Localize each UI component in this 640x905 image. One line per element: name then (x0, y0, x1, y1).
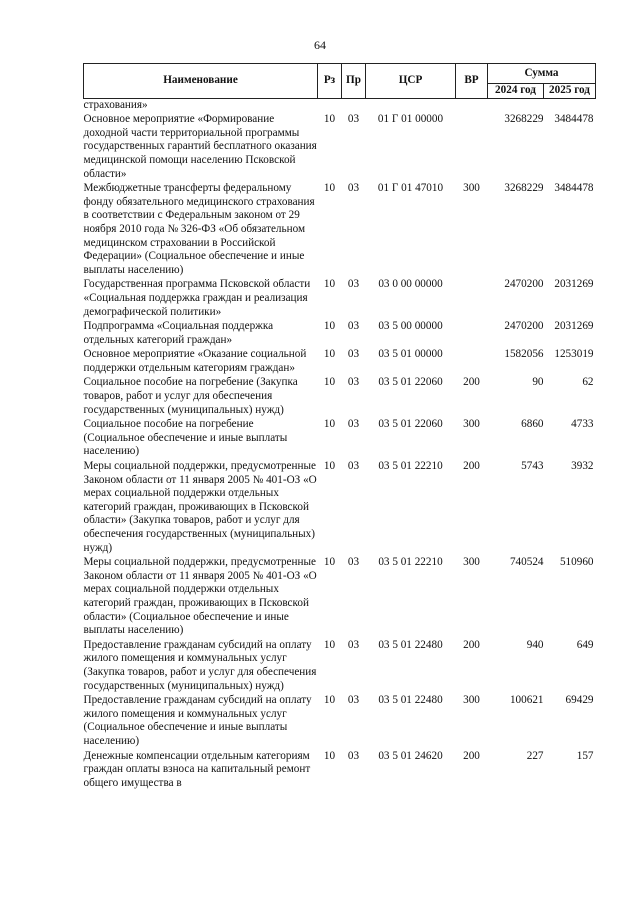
row-sum-2025: 649 (576, 638, 594, 651)
row-csr: 03 5 01 24620 (378, 749, 443, 762)
header-pr: Пр (342, 64, 366, 99)
budget-table (83, 63, 596, 791)
row-rz: 10 (323, 556, 336, 569)
row-name: страхования» (83, 98, 148, 111)
page-number: 64 (314, 38, 326, 52)
row-pr: 03 (347, 348, 360, 361)
row-name: Социальное пособие на погребение (Закупка товаров, работ и услуг для обеспечения государственных (муниципальных) нужд) (83, 376, 298, 416)
row-rz: 10 (323, 418, 336, 431)
table-header (84, 64, 596, 99)
row-vr: 300 (463, 556, 480, 569)
row-sum-2025: 510960 (559, 556, 594, 569)
row-pr: 03 (347, 694, 360, 707)
row-vr: 300 (463, 418, 480, 431)
row-sum-2025: 2031269 (554, 278, 594, 291)
row-pr: 03 (347, 749, 360, 762)
row-csr: 03 5 01 22060 (378, 376, 443, 389)
table-row (84, 418, 596, 460)
row-rz: 10 (323, 182, 336, 195)
table-row (84, 113, 596, 182)
row-sum-2024: 2470200 (504, 320, 544, 333)
header-rz: Рз (318, 64, 342, 99)
row-name: Меры социальной поддержки, предусмотренные Законом области от 11 января 2005 № 401-ОЗ «О мерах социальной поддержки отдельных категорий граждан, проживающих в Псковской области» (Закупка товаров, работ и услуг для обеспечения государственных (муниципальных) нужд) (83, 460, 317, 554)
header-year-2025: 2025 год (544, 84, 596, 99)
row-sum-2025 (544, 98, 596, 113)
row-pr: 03 (347, 278, 360, 291)
row-vr: 200 (463, 749, 480, 762)
row-name: Основное мероприятие «Формирование доходной части территориальной программы государственных гарантий бесплатного оказания медицинской помощи населению Псковской области» (83, 113, 317, 180)
row-pr: 03 (347, 182, 360, 195)
row-rz: 10 (323, 376, 336, 389)
row-rz (318, 98, 342, 113)
table-row (84, 98, 596, 113)
table-row (84, 376, 596, 418)
header-csr: ЦСР (366, 64, 456, 99)
row-name: Подпрограмма «Социальная поддержка отдельных категорий граждан» (83, 320, 274, 346)
row-pr: 03 (347, 113, 360, 126)
row-name: Меры социальной поддержки, предусмотренные Законом области от 11 января 2005 № 401-ОЗ «О мерах социальной поддержки отдельных категорий граждан, проживающих в Псковской области» (Социальное обеспечение и иные выплаты населению) (83, 556, 317, 637)
row-sum-2025: 157 (576, 749, 594, 762)
table-row (84, 320, 596, 348)
row-csr: 03 5 01 22210 (378, 460, 443, 473)
table-row (84, 556, 596, 639)
row-csr: 03 5 01 22210 (378, 556, 443, 569)
row-vr (456, 278, 488, 320)
row-pr: 03 (347, 418, 360, 431)
row-sum-2024: 740524 (509, 556, 544, 569)
row-name: Предоставление гражданам субсидий на оплату жилого помещения и коммунальных услуг (Социальное обеспечение и иные выплаты населению) (83, 694, 312, 747)
row-csr (366, 98, 456, 113)
row-name: Межбюджетные трансферты федеральному фонду обязательного медицинского страхования в соответствии с Федеральным законом от 29 ноября 2010 года № 326-ФЗ «Об обязательном медицинском страховании в Российской Федерации» (Социальное обеспечение и иные выплаты населению) (83, 182, 315, 276)
row-rz: 10 (323, 694, 336, 707)
row-rz: 10 (323, 460, 336, 473)
row-sum-2025: 3932 (571, 460, 594, 473)
row-sum-2025: 3484478 (554, 113, 594, 126)
row-sum-2024: 3268229 (504, 113, 544, 126)
row-rz: 10 (323, 348, 336, 361)
table-row (84, 348, 596, 376)
row-vr (456, 113, 488, 182)
row-csr: 03 5 00 00000 (378, 320, 443, 333)
row-vr: 300 (463, 182, 480, 195)
row-name: Денежные компенсации отдельным категориям граждан оплаты взноса на капитальный ремонт общего имущества в (83, 749, 311, 789)
row-pr: 03 (347, 460, 360, 473)
row-csr: 03 5 01 22060 (378, 418, 443, 431)
row-sum-2025: 62 (582, 376, 594, 389)
header-vr: ВР (456, 64, 488, 99)
row-vr: 200 (463, 638, 480, 651)
table-row (84, 278, 596, 320)
row-name: Государственная программа Псковской области «Социальная поддержка граждан и реализация демографической политики» (83, 278, 311, 318)
row-vr (456, 320, 488, 348)
table-row (84, 460, 596, 556)
row-csr: 03 5 01 22480 (378, 638, 443, 651)
row-name: Предоставление гражданам субсидий на оплату жилого помещения и коммунальных услуг (Закупка товаров, работ и услуг для обеспечения государственных (муниципальных) нужд) (83, 638, 317, 692)
header-year-2024: 2024 год (488, 84, 544, 99)
row-pr: 03 (347, 556, 360, 569)
row-csr: 01 Г 01 47010 (377, 182, 444, 195)
row-rz: 10 (323, 749, 336, 762)
row-sum-2024: 5743 (521, 460, 544, 473)
row-csr: 03 5 01 22480 (378, 694, 443, 707)
table-row (84, 639, 596, 694)
row-vr: 200 (463, 460, 480, 473)
row-pr: 03 (347, 638, 360, 651)
row-csr: 01 Г 01 00000 (377, 113, 444, 126)
row-sum-2024: 940 (526, 638, 544, 651)
row-pr: 03 (347, 376, 360, 389)
row-sum-2024: 6860 (521, 418, 544, 431)
row-name: Социальное пособие на погребение (Социальное обеспечение и иные выплаты населению) (83, 418, 288, 458)
row-sum-2025: 4733 (571, 418, 594, 431)
row-sum-2025: 69429 (565, 694, 594, 707)
row-rz: 10 (323, 320, 336, 333)
row-sum-2024: 227 (526, 749, 544, 762)
row-pr: 03 (347, 320, 360, 333)
row-vr: 300 (463, 694, 480, 707)
row-sum-2025: 2031269 (554, 320, 594, 333)
row-rz: 10 (323, 113, 336, 126)
row-sum-2025: 1253019 (554, 348, 594, 361)
header-sum: Сумма (488, 64, 596, 84)
row-sum-2024: 100621 (509, 694, 544, 707)
row-name: Основное мероприятие «Оказание социальной поддержки отдельным категориям граждан» (83, 348, 307, 374)
header-name: Наименование (84, 64, 318, 99)
row-sum-2024 (488, 98, 544, 113)
row-csr: 03 0 00 00000 (378, 278, 443, 291)
row-sum-2024: 2470200 (504, 278, 544, 291)
table-body (84, 98, 596, 791)
row-sum-2024: 90 (532, 376, 544, 389)
row-vr (456, 98, 488, 113)
row-csr: 03 5 01 00000 (378, 348, 443, 361)
row-vr (456, 348, 488, 376)
table-row (84, 694, 596, 749)
row-rz: 10 (323, 278, 336, 291)
row-vr: 200 (463, 376, 480, 389)
row-rz: 10 (323, 638, 336, 651)
row-sum-2025: 3484478 (554, 182, 594, 195)
row-sum-2024: 3268229 (504, 182, 544, 195)
row-sum-2024: 1582056 (504, 348, 544, 361)
table-row (84, 182, 596, 278)
row-pr (342, 98, 366, 113)
table-row (84, 750, 596, 792)
